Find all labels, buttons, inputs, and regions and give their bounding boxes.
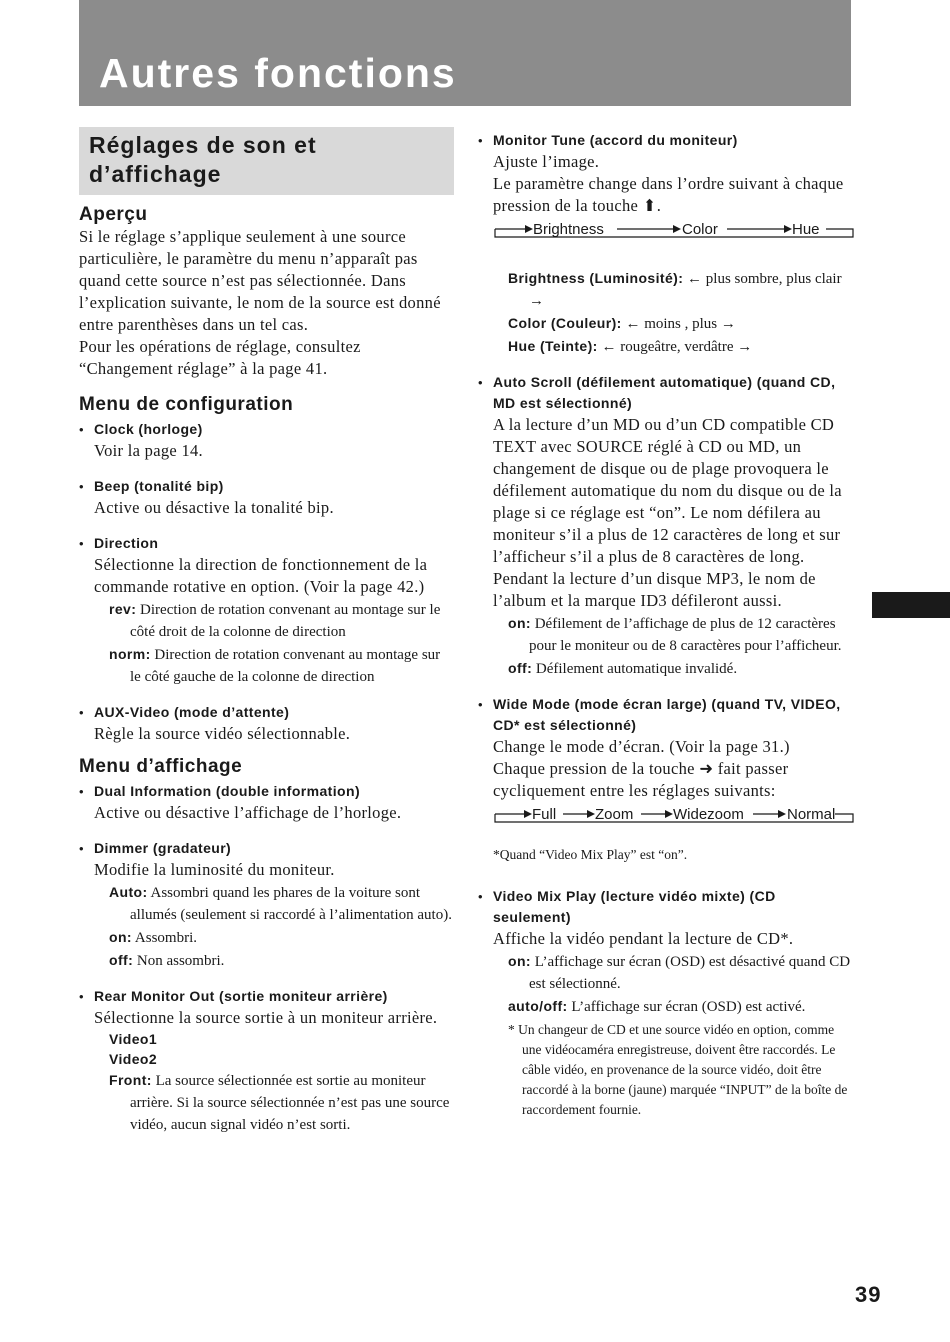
arrow-head	[665, 810, 673, 818]
item-video-mix	[478, 886, 853, 1120]
option-auto	[109, 881, 454, 926]
item-desc-2	[493, 758, 853, 802]
bullet: •	[478, 133, 483, 148]
item-name: Beep (tonalité bip)	[94, 478, 224, 494]
item-desc: Sélectionne la source sortie à un moniteur arrière.	[94, 1008, 438, 1027]
right-column	[478, 127, 853, 1120]
bullet: •	[79, 705, 84, 720]
heading-affichage: Menu d’affichage	[79, 756, 243, 777]
item-monitor-tune	[478, 130, 853, 358]
item-direction	[79, 533, 454, 688]
option-key: auto/off:	[508, 998, 568, 1014]
page-title: Autres fonctions	[99, 50, 457, 96]
item-name: Clock (horloge)	[94, 421, 203, 437]
item-name: AUX-Video (mode d’attente)	[94, 704, 290, 720]
cycle-step: Normal	[787, 806, 836, 823]
bullet: •	[478, 697, 483, 712]
wide-mode-cycle	[493, 806, 853, 828]
option-key: Color (Couleur):	[508, 315, 622, 331]
arrow-head	[525, 225, 533, 233]
item-name: Dual Information (double information)	[94, 783, 360, 799]
option-desc: Assombri.	[134, 930, 197, 946]
footnote-text: Un changeur de CD et une source vidéo en option, comme une vidéocaméra enregistreuse, doivent être raccordés. Le câble vidéo, en provenance de la source vidéo, doit être raccordé à la borne (jaune) marquée “INPUT” de la boîte de raccordement fournie.	[518, 1022, 848, 1117]
option-desc: Direction de rotation convenant au montage sur le côté droit de la colonne de direction	[130, 602, 441, 640]
option-desc: Défilement de l’affichage de plus de 12 caractères pour le moniteur ou de 8 caractères pour l’afficheur.	[529, 616, 842, 654]
option-off	[508, 657, 853, 680]
option-desc: L’affichage sur écran (OSD) est désactivé quand CD est sélectionné.	[529, 954, 851, 992]
chapter-tab	[872, 592, 950, 618]
item-desc: Voir la page 14.	[94, 441, 203, 460]
item-desc: Affiche la vidéo pendant la lecture de CD*.	[493, 929, 794, 948]
cycle-step: Hue	[792, 221, 820, 238]
item-rear-monitor	[79, 986, 454, 1136]
option-off	[109, 949, 454, 972]
section-title-box	[79, 127, 454, 195]
heading-config: Menu de configuration	[79, 394, 294, 415]
option-hue	[508, 335, 853, 358]
text-part: Chaque pression de la touche	[493, 759, 700, 778]
item-auto-scroll	[478, 372, 853, 680]
option-desc: L’affichage sur écran (OSD) est activé.	[571, 999, 806, 1015]
option-key: on:	[508, 953, 531, 969]
item-desc: Sélectionne la direction de fonctionnement de la commande rotative en option. (Voir la page 42.)	[94, 555, 428, 596]
arrow-head	[778, 810, 786, 818]
bullet: •	[79, 422, 84, 437]
option-video1: Video1	[109, 1031, 158, 1047]
item-name: Direction	[94, 535, 159, 551]
item-dual-info	[79, 781, 454, 824]
cycle-step: Brightness	[533, 221, 604, 238]
heading-apercu: Aperçu	[79, 204, 148, 225]
item-wide-mode	[478, 694, 853, 864]
option-on	[109, 926, 454, 949]
option-desc: ← rougeâtre, verdâtre →	[601, 339, 753, 355]
item-name: Dimmer (gradateur)	[94, 840, 232, 856]
option-key: rev:	[109, 601, 137, 617]
bullet: •	[79, 841, 84, 856]
option-key: on:	[109, 929, 132, 945]
arrow-head	[784, 225, 792, 233]
bullet: •	[478, 889, 483, 904]
arrow-head	[587, 810, 595, 818]
option-norm	[109, 643, 454, 688]
bullet: •	[79, 989, 84, 1004]
option-desc: ← plus sombre, plus clair →	[529, 271, 842, 309]
item-desc: Règle la source vidéo sélectionnable.	[94, 724, 351, 743]
option-key: Brightness (Luminosité):	[508, 270, 684, 286]
option-desc: Défilement automatique invalidé.	[535, 661, 738, 677]
option-brightness	[508, 267, 853, 312]
section-title: Réglages de son et d’affichage	[89, 132, 317, 187]
cycle-diagram	[493, 806, 855, 828]
option-front	[109, 1069, 454, 1136]
header-banner	[79, 0, 851, 106]
item-name: Video Mix Play (lecture vidéo mixte) (CD seulement)	[493, 888, 776, 925]
option-video2: Video2	[109, 1051, 158, 1067]
item-clock	[79, 419, 454, 462]
item-desc: A la lecture d’un MD ou d’un CD compatible CD TEXT avec SOURCE réglé à CD ou MD, un changement de disque ou de plage provoquera le défilement automatique du nom du disque ou de la plage si ce réglage est “on”. Le nom défilera au moniteur s’il a plus de 12 caractères de long et sur l’afficheur s’il a plus de 8 caractères de long. Pendant la lecture d’un disque MP3, le nom de l’album et la marque ID3 défileront aussi.	[493, 415, 842, 610]
footnote	[508, 1020, 853, 1120]
option-key: Hue (Teinte):	[508, 338, 598, 354]
item-beep	[79, 476, 454, 519]
right-key-icon: ➜	[699, 759, 714, 778]
item-desc: Modifie la luminosité du moniteur.	[94, 860, 335, 879]
option-auto-off	[508, 995, 853, 1018]
cycle-step: Widezoom	[673, 806, 744, 823]
left-column	[79, 127, 454, 1136]
item-desc: Active ou désactive la tonalité bip.	[94, 498, 334, 517]
item-desc: Ajuste l’image.	[493, 152, 600, 171]
cycle-step: Zoom	[595, 806, 634, 823]
item-aux-video	[79, 702, 454, 745]
item-desc-2	[493, 173, 853, 217]
monitor-tune-cycle	[493, 221, 853, 243]
option-key: on:	[508, 615, 531, 631]
footnote-mark: *	[508, 1022, 515, 1037]
option-key: off:	[508, 660, 533, 676]
arrow-head	[524, 810, 532, 818]
apercu-text-2: Pour les opérations de réglage, consultez “Changement réglage” à la page 41.	[79, 337, 361, 378]
item-desc: Change le mode d’écran. (Voir la page 31.)	[493, 737, 790, 756]
cycle-diagram	[493, 221, 855, 243]
cycle-step: Color	[682, 221, 718, 238]
item-name: Wide Mode (mode écran large) (quand TV, VIDEO, CD* est sélectionné)	[493, 696, 841, 733]
bullet: •	[79, 536, 84, 551]
item-name: Auto Scroll (défilement automatique) (quand CD, MD est sélectionné)	[493, 374, 836, 411]
option-desc: Non assombri.	[136, 953, 225, 969]
option-color	[508, 312, 853, 335]
option-key: off:	[109, 952, 134, 968]
option-key: Front:	[109, 1072, 152, 1088]
page-number: 39	[855, 1282, 882, 1307]
item-dimmer	[79, 838, 454, 972]
bullet: •	[79, 479, 84, 494]
bullet: •	[478, 375, 483, 390]
text-part: .	[656, 196, 662, 215]
text-part: Le paramètre change dans l’ordre suivant à chaque pression de la touche	[493, 174, 844, 215]
option-key: norm:	[109, 646, 151, 662]
text-part: fait passer cycliquement entre les réglages suivants:	[493, 759, 789, 800]
option-desc: Direction de rotation convenant au montage sur le côté gauche de la colonne de direction	[130, 647, 441, 685]
item-name: Rear Monitor Out (sortie moniteur arrière)	[94, 988, 388, 1004]
cycle-step: Full	[532, 806, 557, 823]
option-on	[508, 612, 853, 657]
up-key-icon: ⬆	[642, 196, 657, 215]
option-desc: La source sélectionnée est sortie au moniteur arrière. Si la source sélectionnée n’est pas une source vidéo, aucun signal vidéo n’est sorti.	[130, 1073, 450, 1133]
apercu-text: Si le réglage s’applique seulement à une source particulière, le paramètre du menu n’apparaît pas quand cette source n’est pas sélectionnée. Dans l’explication suivante, le nom de la source est donné entre parenthèses dans un tel cas.	[79, 227, 441, 334]
arrow-head	[673, 225, 681, 233]
wide-mode-note: *Quand “Video Mix Play” est “on”.	[493, 847, 688, 862]
option-desc: Assombri quand les phares de la voiture sont allumés (seulement si raccordé à l’alimentation auto).	[130, 885, 452, 923]
option-on	[508, 950, 853, 995]
option-desc: ← moins , plus →	[625, 316, 736, 332]
option-key: Auto:	[109, 884, 148, 900]
item-desc: Active ou désactive l’affichage de l’horloge.	[94, 803, 402, 822]
item-name: Monitor Tune (accord du moniteur)	[493, 132, 738, 148]
option-rev	[109, 598, 454, 643]
bullet: •	[79, 784, 84, 799]
